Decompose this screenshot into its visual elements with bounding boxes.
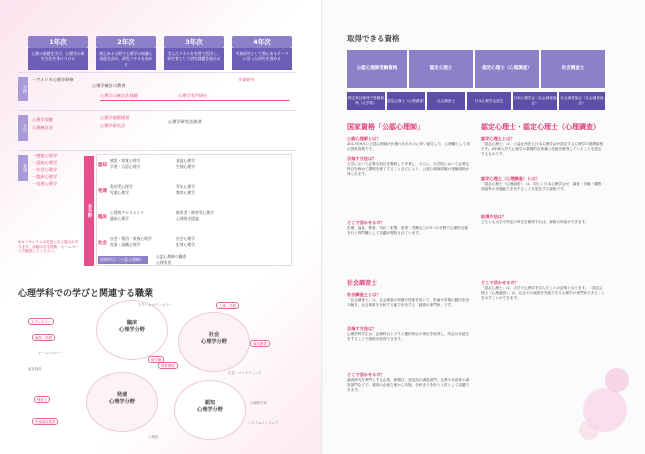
lane-item: 一臨床心理学: [32, 174, 58, 179]
lane-label: 基礎: [18, 155, 28, 181]
lane-item: 心理学研究法: [100, 123, 126, 128]
lane-item: 心理学統計の教育: [92, 83, 126, 88]
lane-item: 心理学専門研究: [178, 93, 208, 98]
circle-sub: 心理学分野: [119, 327, 145, 333]
year-1-desc: 心理の基礎を学び、心理学の研究方法を身につける: [28, 48, 88, 70]
field-item: 心理的支援論: [176, 216, 199, 221]
lane-item: 一発達心理学: [32, 181, 58, 186]
question: 目指す方法は？: [347, 156, 377, 161]
field-item: 学習・言語心理学: [110, 164, 141, 169]
keyword: 保育士: [34, 396, 50, 403]
circle-sub: 心理学分野: [109, 399, 135, 405]
question: 公認心理師とは？: [347, 136, 381, 141]
circle-name: 認知: [204, 400, 216, 406]
field-item: 社会・集団・家族心理学: [110, 236, 152, 241]
circle-name: 社会: [208, 332, 220, 338]
paragraph: 「認定心理士（心理調査）」は、同じく日本心理学会が、調査・実験・観察・面接等の実施能力を有することを認定する資格です。: [481, 182, 605, 192]
question: どこで活かせるの？: [481, 280, 519, 285]
fields-section-label: 各分野: [84, 156, 94, 266]
question: 目指す方法は？: [347, 326, 377, 331]
year-3-heading: 3年次: [164, 36, 224, 48]
career-map-title: 心理学科での学びと関連する職業: [18, 289, 154, 299]
lane-practice: [18, 72, 296, 106]
question: 取得方法は？: [481, 214, 507, 219]
keyword: 公務員: [148, 435, 159, 439]
field-item: 乳幼児心理学: [110, 184, 133, 189]
field-item: 感覚・知覚心理学: [110, 158, 141, 163]
question: どこで活かせるの？: [347, 220, 385, 225]
qual-sub: 認定心理士（心理調査）: [387, 92, 425, 110]
keyword: 心理研究者: [250, 401, 267, 405]
circle-developmental: [86, 372, 158, 432]
year-4-heading: 4年次: [232, 36, 292, 48]
field-item: 発達心理学: [176, 158, 195, 163]
paragraph: 心理学科学生は、必修科目とプラス選択科目の単位を取得し、所定の手続きをすることで資格を取得できます。: [347, 332, 470, 342]
lane-item: 一アメリカ心理学研修: [32, 77, 74, 82]
paragraph: 「認定心理士」は、公益社団法人日本心理学会が認定する心理学の基礎資格です。4年制大学で心理学の基礎的な知識と技能を修得していることを認定するものです。: [481, 142, 604, 157]
lane-item: 心理統計法: [32, 125, 53, 130]
circle-name: 臨床: [126, 320, 138, 326]
field-name: 臨床: [98, 215, 107, 220]
year-2-heading: 2年次: [96, 36, 156, 48]
paragraph: どちらも大学で所定の単位を修得すれば、資格の申請ができます。: [481, 220, 589, 224]
paragraph: 「社会調査士」は、社会調査の知識や技術を用いて、世論や市場の動向を読み解き、社会事象を分析する能力を有する「調査の専門家」です。: [347, 298, 470, 308]
paragraph: 大学において必要な科目を履修して卒業し、さらに、大学院において必要な科目を修めて課程を修了することなどにより、公認心理師試験の受験資格が得られます。: [347, 162, 470, 177]
lane-label: 実践: [18, 77, 28, 101]
qual-box: 社会調査士: [541, 50, 605, 88]
flower-decoration: [575, 350, 639, 446]
question: 認定心理士（心理調査）とは？: [481, 176, 540, 181]
license-item: 心理実習: [156, 260, 172, 265]
qual-sub: 社会調査士: [427, 92, 465, 110]
lane-item: 心理学の統計法基礎: [100, 93, 138, 98]
year-1-heading: 1年次: [28, 36, 88, 48]
circle-name: 発達: [116, 392, 128, 398]
year-3-desc: 学んだスキルを実習で活用し、研究者として研究課題を進める: [164, 48, 224, 70]
lane-item: 心理学実験: [32, 117, 53, 122]
keyword: 商品開発: [250, 340, 270, 347]
year-2-desc: 関心ある分野で心理学の知識と技能を深め、研究スキルを高める: [96, 48, 156, 70]
lane-item: 卒業研究: [238, 77, 255, 82]
keyword: カウンセラー: [28, 318, 54, 325]
field-item: 障害者・障害児心理学: [176, 210, 214, 215]
qual-sub: 日本心理学会認定: [467, 92, 511, 110]
circle-cognitive: [174, 380, 246, 440]
circle-social: [178, 312, 250, 372]
field-item: 臨床心理学: [110, 216, 129, 221]
lane-item: 一社会心理学: [32, 167, 58, 172]
circle-sub: 心理学分野: [197, 407, 223, 413]
license-label: 資格科目（公認心理師）: [98, 256, 148, 264]
col1-title: 国家資格「公認心理師」: [347, 123, 424, 131]
curriculum-note: ※カリキュラムは変更になる場合があります。詳細は学生便覧・ホームページで確認してください。: [18, 240, 79, 254]
field-name: 発達: [98, 189, 107, 194]
field-name: 認知: [98, 163, 107, 168]
keyword: 教育関係: [158, 362, 178, 369]
field-item: 犯罪心理学: [176, 242, 195, 247]
question: 認定心理士とは？: [481, 136, 515, 141]
field-item: 社会心理学: [176, 236, 195, 241]
field-item: 児童心理学: [110, 190, 129, 195]
keyword: 人事・労務: [216, 302, 239, 309]
qual-box: 認定心理士: [409, 50, 473, 88]
circle-clinical: [96, 300, 168, 360]
keyword: 病院・医療: [32, 334, 55, 341]
col2-title: 認定心理士・認定心理士（心理調査）: [481, 123, 600, 131]
lane-item: 一感覚心理学: [32, 153, 58, 158]
keyword: 福祉施設: [28, 367, 42, 371]
qual-sub: 指定科目修得で受験資格（大学院）: [347, 92, 385, 110]
social-survey-heading: 社会調査士: [347, 280, 378, 287]
paragraph: 「認定心理士」は、大学で心理学を学んだことの証明となります。「認定心理士（心理調査）」は、社会での調査を実践できる心理学の専門家であることを示すことができます。: [481, 286, 605, 301]
field-item: 生理心理学: [176, 164, 195, 169]
field-item: 心理的アセスメント: [110, 210, 145, 215]
keyword: ホームヘルパー: [38, 351, 62, 355]
year-4-desc: 卒業研究として関心あるテーマに沿った研究を深める: [232, 48, 292, 70]
field-item: 産業・組織心理学: [110, 242, 141, 247]
right-page: [323, 0, 645, 454]
qual-sub: 日本心理学会（社会調査協会）: [513, 92, 557, 110]
field-item: 青年心理学: [176, 184, 195, 189]
qual-box: 認定心理士（心理調査）: [475, 50, 539, 88]
qualifications-title: 取得できる資格: [347, 34, 400, 43]
keyword: 児童福祉施設: [32, 418, 58, 425]
paragraph: 医療、福祉、教育、司法・犯罪、産業・労働などの5つの分野で心理的支援を行う専門職として活躍が期待されています。: [347, 226, 468, 236]
field-item: 教育心理学: [176, 190, 195, 195]
lane-item: 一認知心理学: [32, 160, 58, 165]
lane-label: 方法: [18, 115, 28, 141]
keyword: システムエンジニア: [248, 421, 279, 425]
lane-item: 心理学研究法演習: [168, 119, 202, 124]
field-name: 社会: [98, 241, 107, 246]
keyword: 広告・マーケティング: [228, 371, 262, 375]
keyword: スクールカウンセラー: [138, 303, 172, 307]
qual-box: 公認心理師受験資格: [347, 50, 407, 88]
timeline-arrow: [100, 100, 290, 101]
lane-item: 心理学基礎演習: [100, 115, 130, 120]
lane-method: [18, 110, 296, 146]
license-item: 公認心理師の職責: [156, 254, 187, 259]
paragraph: 2017年9月に公認心理師法が施行されたのに伴い誕生した、心理職として初の国家資格です。: [347, 142, 470, 152]
career-map: [28, 300, 298, 445]
circle-sub: 心理学分野: [201, 339, 227, 345]
qual-sub: 社会調査協会（社会調査協会）: [559, 92, 605, 110]
paragraph: 調査研究を専門とする企業、新聞社、放送局の調査部門、企業や自治体の調査部門などで、調査の企画立案から実施、分析までを担う人材として活躍できます。: [347, 378, 470, 393]
question: どこで活かせるの？: [347, 372, 385, 377]
question: 社会調査士とは？: [347, 292, 381, 297]
left-page: [0, 0, 322, 454]
keyword: 研究職: [148, 356, 164, 363]
